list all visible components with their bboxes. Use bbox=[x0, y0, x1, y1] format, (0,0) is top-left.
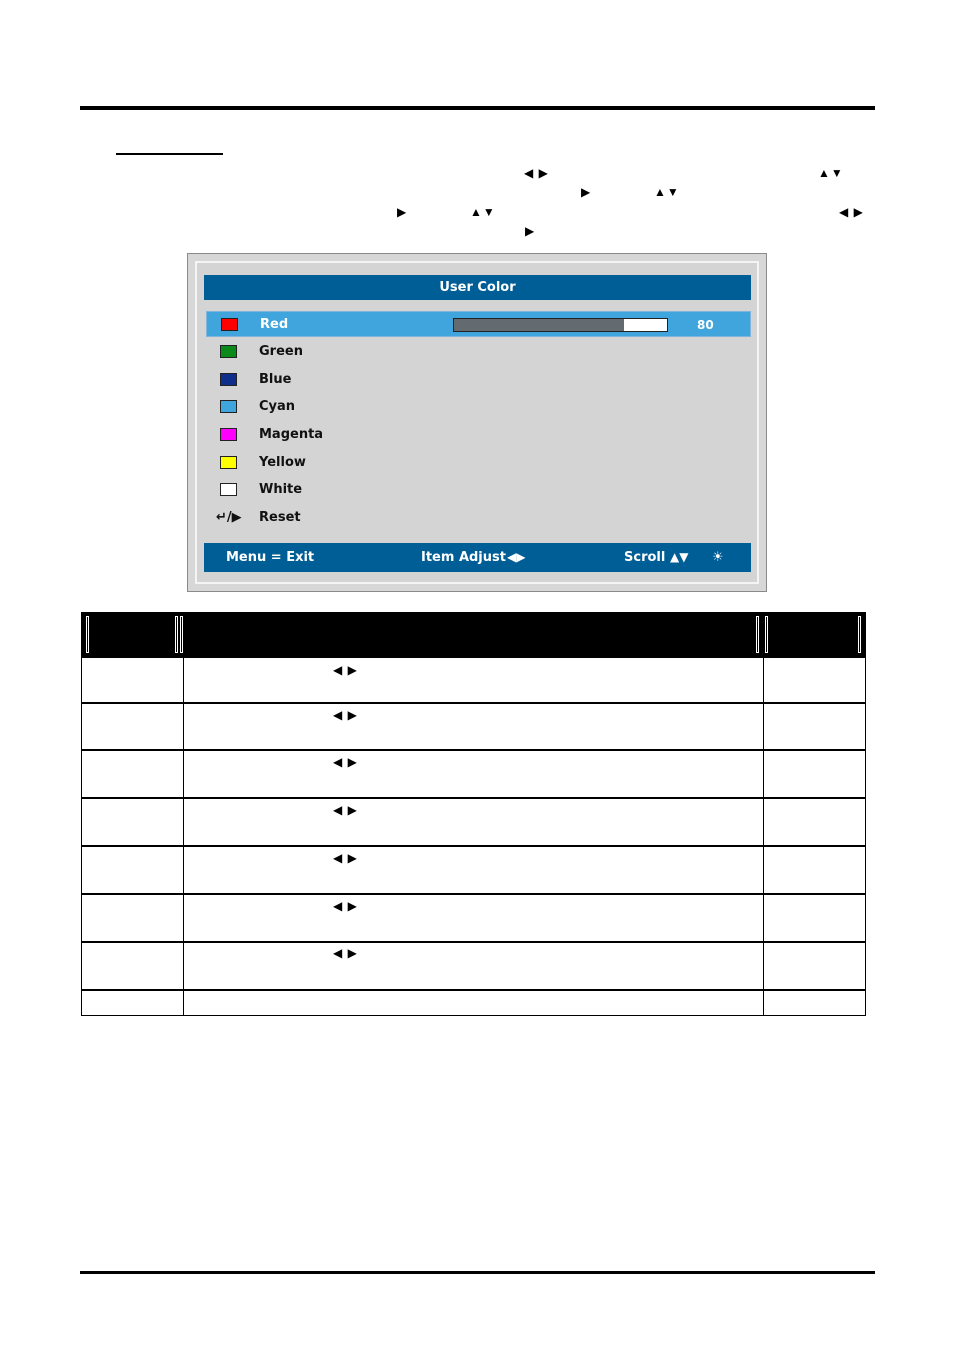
osd-item-label: Reset bbox=[259, 510, 301, 525]
table-header bbox=[81, 612, 866, 657]
row-divider bbox=[81, 749, 866, 751]
osd-item-white[interactable] bbox=[206, 477, 751, 503]
osd-item-reset[interactable] bbox=[206, 505, 751, 531]
slider-value: 80 bbox=[697, 318, 714, 332]
column-divider bbox=[763, 657, 764, 1016]
up-down-arrows-icon: ▲▼ bbox=[470, 205, 496, 219]
header-marker bbox=[765, 616, 768, 653]
right-arrow-icon: ▶ bbox=[581, 185, 592, 199]
header-marker bbox=[858, 616, 861, 653]
red-swatch-icon bbox=[221, 318, 238, 331]
row-divider bbox=[81, 845, 866, 847]
osd-item-label: Yellow bbox=[259, 455, 306, 470]
left-right-arrows-icon: ◀ ▶ bbox=[333, 851, 358, 865]
column-divider bbox=[183, 657, 184, 1016]
up-down-arrows-icon: ▲▼ bbox=[654, 185, 680, 199]
left-right-arrows-icon: ◀▶ bbox=[507, 550, 526, 564]
right-arrow-icon: ▶ bbox=[397, 205, 408, 219]
osd-item-green[interactable] bbox=[206, 339, 751, 365]
slider-fill bbox=[454, 319, 624, 331]
header-marker bbox=[756, 616, 759, 653]
left-right-arrows-icon: ◀ ▶ bbox=[333, 899, 358, 913]
right-arrow-icon: ▶ bbox=[525, 224, 536, 238]
user-color-osd bbox=[187, 253, 767, 592]
enter-right-icon: ↵/▶ bbox=[216, 510, 242, 525]
up-down-arrows-icon: ▲▼ bbox=[818, 166, 844, 180]
section-title-underline bbox=[116, 153, 223, 155]
row-divider bbox=[81, 941, 866, 943]
osd-item-red[interactable] bbox=[206, 311, 751, 337]
row-divider bbox=[81, 989, 866, 991]
footer-rule bbox=[80, 1271, 875, 1274]
table-body bbox=[81, 657, 866, 1016]
osd-item-blue[interactable] bbox=[206, 367, 751, 393]
up-down-arrows-icon: ▲▼ bbox=[670, 550, 689, 564]
header-marker bbox=[86, 616, 89, 653]
osd-item-label: White bbox=[259, 482, 303, 497]
row-divider bbox=[81, 893, 866, 895]
row-divider bbox=[81, 702, 866, 704]
bulb-icon: ☀ bbox=[712, 550, 724, 565]
menu-exit-hint: Menu = Exit bbox=[226, 550, 315, 565]
white-swatch-icon bbox=[220, 483, 237, 496]
left-right-arrows-icon: ◀ ▶ bbox=[333, 708, 358, 722]
item-adjust-hint: Item Adjust bbox=[421, 550, 506, 565]
scroll-hint: Scroll bbox=[624, 550, 666, 565]
left-right-arrows-icon: ◀ ▶ bbox=[333, 663, 358, 677]
osd-item-label: Red bbox=[260, 317, 289, 332]
left-right-arrows-icon: ◀ ▶ bbox=[524, 166, 549, 180]
osd-item-yellow[interactable] bbox=[206, 450, 751, 476]
header-marker bbox=[175, 616, 178, 653]
header-rule bbox=[80, 106, 875, 110]
osd-item-label: Magenta bbox=[259, 427, 324, 442]
osd-item-magenta[interactable] bbox=[206, 422, 751, 448]
osd-footer bbox=[204, 543, 751, 572]
settings-table bbox=[81, 612, 866, 1016]
left-right-arrows-icon: ◀ ▶ bbox=[839, 205, 864, 219]
magenta-swatch-icon bbox=[220, 428, 237, 441]
row-divider bbox=[81, 797, 866, 799]
yellow-swatch-icon bbox=[220, 456, 237, 469]
left-right-arrows-icon: ◀ ▶ bbox=[333, 755, 358, 769]
cyan-swatch-icon bbox=[220, 400, 237, 413]
osd-item-cyan[interactable] bbox=[206, 394, 751, 420]
left-right-arrows-icon: ◀ ▶ bbox=[333, 803, 358, 817]
osd-item-label: Green bbox=[259, 344, 303, 359]
left-right-arrows-icon: ◀ ▶ bbox=[333, 946, 358, 960]
osd-item-label: Cyan bbox=[259, 399, 296, 414]
osd-item-label: Blue bbox=[259, 372, 292, 387]
red-level-slider[interactable] bbox=[453, 318, 668, 332]
osd-title: User Color bbox=[204, 275, 751, 300]
green-swatch-icon bbox=[220, 345, 237, 358]
blue-swatch-icon bbox=[220, 373, 237, 386]
header-marker bbox=[180, 616, 183, 653]
